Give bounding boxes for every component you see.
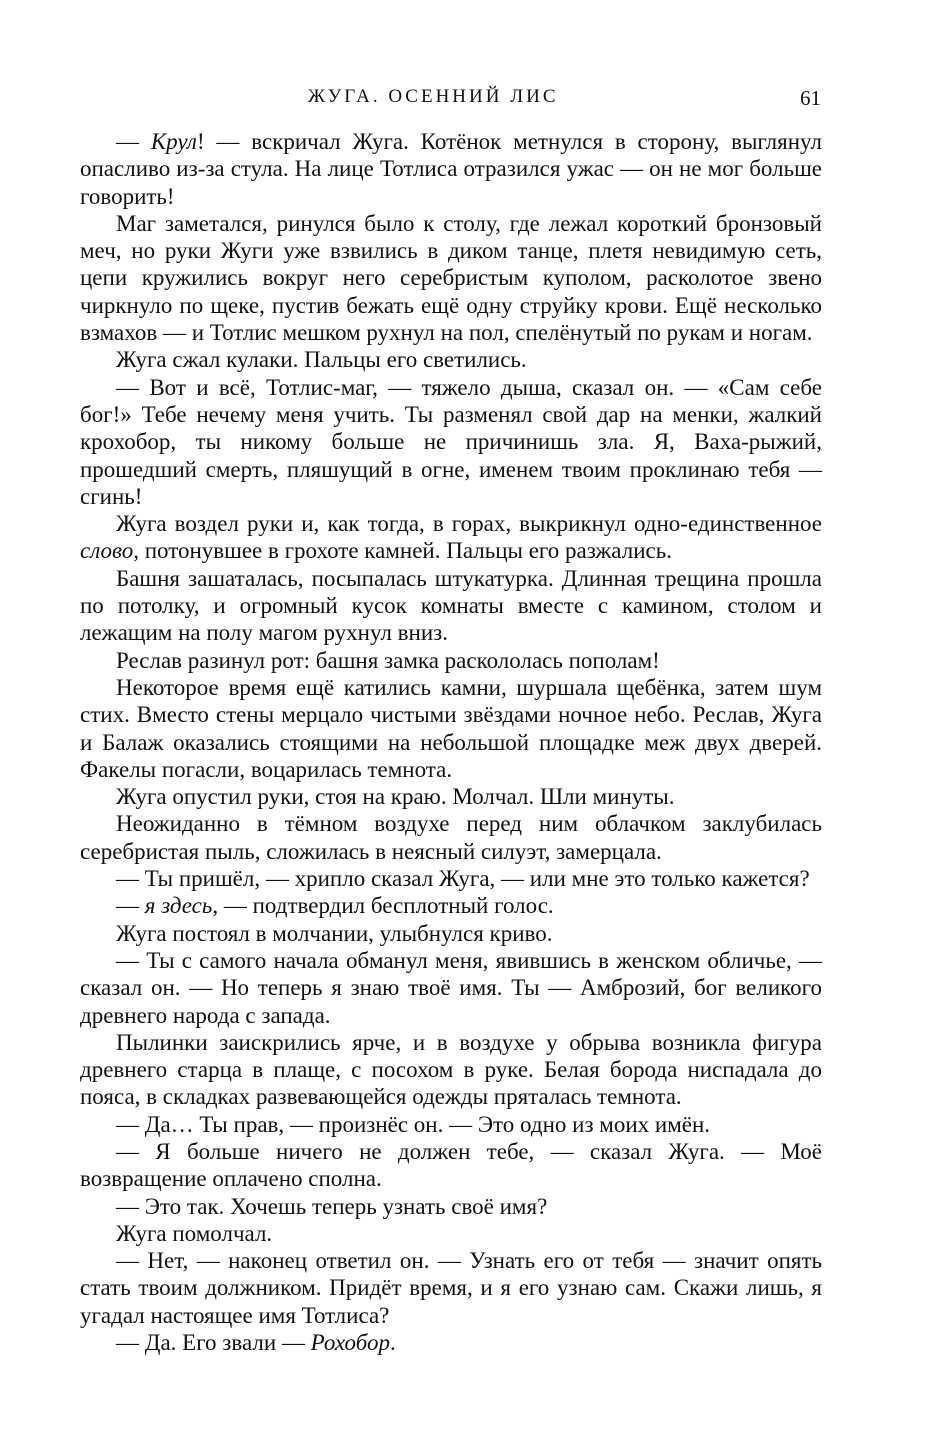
text-run: — Да. Его звали — [116,1330,311,1356]
paragraph [80,647,822,674]
text-run: Жуга опустил руки, стоя на краю. Молчал. Шли минуты. [116,784,675,810]
paragraph [80,783,822,810]
paragraph [80,920,822,947]
paragraph [80,510,822,565]
running-head [0,86,927,116]
paragraph [80,210,822,346]
italic-text: Рохобор [310,1330,391,1356]
text-run: Башня зашаталась, посыпалась штукатурка. Длинная трещина прошла по потолку, и огромный кусок комнаты вместе с камином, столом и лежащим на полу магом рухнул вниз. [80,565,822,646]
text-run: . [390,1330,396,1356]
text-run: — Вот и всё, Тотлис-маг, — тяжело дыша, сказал он. — «Сам себе бог!» Тебе нечему меня учить. Ты разменял свой дар на менки, жалкий крохобор, ты никому больше не причинишь зла. Я, Ваха-рыжий, прошедший смерть, пляшущий в огне, именем твоим проклинаю тебя — сгинь! [80,374,822,509]
text-run: Маг заметался, ринулся было к столу, где лежал короткий бронзовый меч, но руки Жуги уже взвились в диком танце, плетя невидимую сеть, цепи кружились вокруг него серебристым куполом, расколотое звено чиркнуло по щеке, пустив бежать ещё одну струйку крови. Ещё несколько взмахов — и Тотлис мешком рухнул на пол, спелёнутый по рукам и ногам. [80,210,822,346]
text-run: Жуга воздел руки и, как тогда, в горах, выкрикнул одно-единственное [116,511,822,537]
text-run: — Да… Ты прав, — произнёс он. — Это одно из моих имён. [116,1111,711,1137]
text-run: ! — вскричал Жуга. Котёнок метнулся в сторону, выглянул опасливо из-за стула. На лице Тотлиса отразился ужас — он не мог больше говорить! [80,129,823,209]
paragraph [80,346,822,373]
text-run: , потонувшее в грохоте камней. Пальцы его разжались. [133,538,672,564]
text-run: — Я больше ничего не должен тебе, — сказал Жуга. — Моё возвращение оплачено сполна. [80,1138,822,1192]
text-run: Неожиданно в тёмном воздухе перед ним облачком заклубилась серебристая пыль, сложилась в неясный силуэт, замерцала. [80,811,822,864]
text-run: Реслав разинул рот: башня замка раскололась пополам! [116,647,660,673]
text-run: Жуга помолчал. [116,1220,273,1246]
paragraph [80,1193,822,1220]
italic-text: слово [80,538,134,564]
text-run: — Это так. Хочешь теперь узнать своё имя? [116,1193,548,1219]
text-run: — [116,893,145,919]
text-run: — [116,129,151,154]
paragraph [80,1138,822,1193]
paragraph [80,565,822,647]
text-run: — Ты с самого начала обманул меня, явившись в женском обличье, — сказал он. — Но теперь я знаю твоё имя. Ты — Амброзий, бог великого древнего народа с запада. [80,947,822,1028]
text-run: Некоторое время ещё катились камни, шуршала щебёнка, затем шум стих. Вместо стены мерцало чистыми звёздами ночное небо. Реслав, Жуга и Балаж оказались стоящими на небольшой площадке меж двух дверей. Факелы погасли, воцарилась темнота. [80,674,822,782]
paragraph [80,674,822,783]
paragraph [80,128,822,210]
paragraph [80,374,822,510]
paragraph [80,947,822,1029]
text-run: — Ты пришёл, — хрипло сказал Жуга, — или мне это только кажется? [116,866,810,892]
text-run: Жуга постоял в молчании, улыбнулся криво. [116,920,553,946]
paragraph [80,865,822,892]
paragraph [80,1029,822,1111]
body-text [80,128,822,1356]
paragraph [80,1247,822,1329]
italic-text: я здесь [144,893,213,919]
paragraph [80,810,822,865]
text-run: Жуга сжал кулаки. Пальцы его светились. [116,347,527,373]
paragraph [80,1329,822,1356]
running-title: ЖУГА. ОСЕННИЙ ЛИС [308,86,559,107]
text-run: , — подтвердил бесплотный голос. [212,893,554,919]
text-run: Пылинки заискрились ярче, и в воздухе у обрыва возникла фигура древнего старца в плаще, с посохом в руке. Белая борода ниспадала до пояса, в складках развевающейся одежды пряталась темнота. [80,1029,822,1110]
text-run: — Нет, — наконец ответил он. — Узнать его от тебя — значит опять стать твоим должником. Придёт время, и я его узнаю сам. Скажи лишь, я угадал настоящее имя Тотлиса? [80,1248,822,1328]
page-number: 61 [800,86,821,110]
paragraph [80,892,822,919]
italic-text: Крул [150,129,197,154]
paragraph [80,1111,822,1138]
paragraph [80,1220,822,1247]
